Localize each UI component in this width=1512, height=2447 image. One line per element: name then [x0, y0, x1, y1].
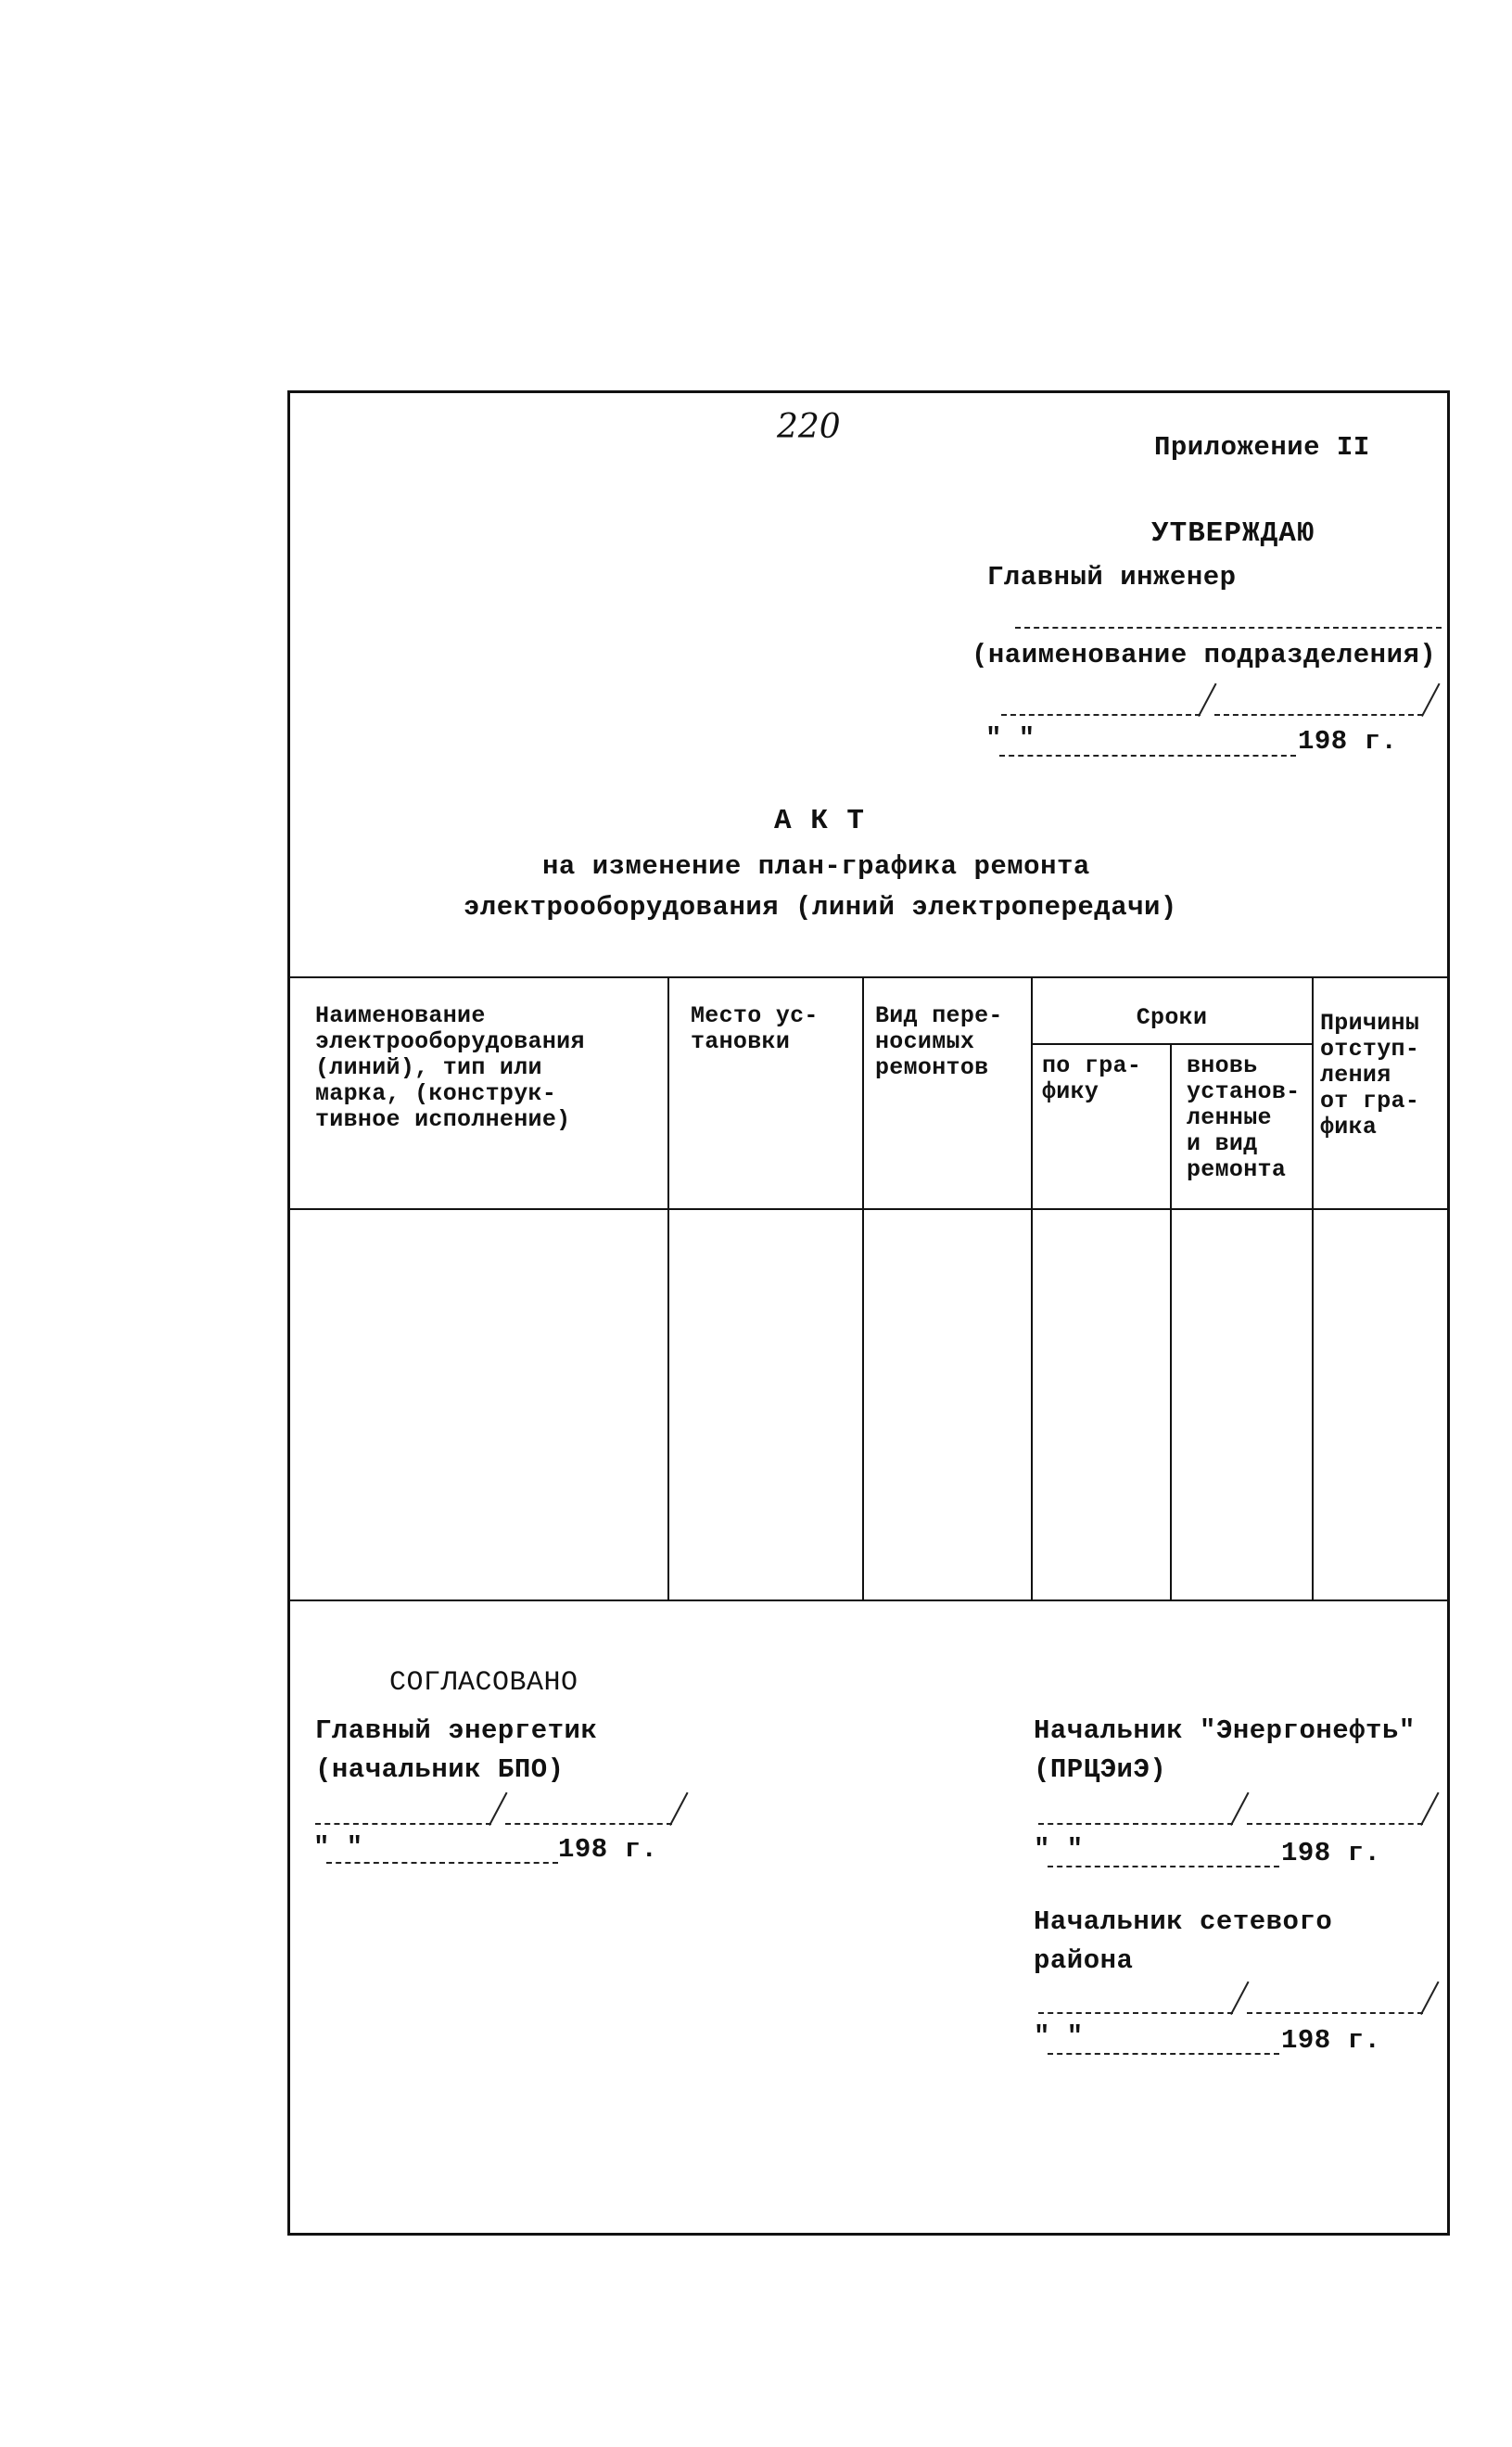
- approve-unit-line: [1015, 627, 1442, 629]
- agreed-signature-line: [315, 1823, 491, 1825]
- agreed-heading: СОГЛАСОВАНО: [389, 1667, 578, 1699]
- energoneft-name-line: [1247, 1823, 1423, 1825]
- approve-date-quote: " ": [985, 723, 1036, 754]
- page-number: 220: [777, 408, 841, 446]
- table-top-line: [289, 976, 1448, 978]
- energoneft-title-2: (ПРЦЭиЭ): [1034, 1754, 1167, 1785]
- energoneft-title-1: Начальник "Энергонефть": [1034, 1715, 1416, 1746]
- table-bottom-line: [289, 1599, 1448, 1601]
- approve-date-year: 198 г.: [1298, 726, 1398, 757]
- network-date-line: [1048, 2053, 1279, 2055]
- approve-title: Главный инженер: [987, 562, 1237, 593]
- approve-date-line: [999, 755, 1296, 757]
- approve-signature-line: [1001, 714, 1201, 716]
- table-header-new-terms: вновь установ- ленные и вид ремонта: [1187, 1052, 1301, 1183]
- table-col-divider-2: [862, 976, 864, 1601]
- table-header-terms: Сроки: [1136, 1004, 1208, 1031]
- network-signature-line: [1038, 2012, 1233, 2014]
- agreed-title-2: (начальник БПО): [315, 1754, 565, 1785]
- agreed-date-line: [326, 1862, 558, 1864]
- table-col-divider-3: [1031, 976, 1033, 1601]
- network-title-1: Начальник сетевого: [1034, 1906, 1333, 1937]
- network-date-quote: " ": [1034, 2021, 1084, 2052]
- network-title-2: района: [1034, 1945, 1134, 1976]
- table-col-divider-5: [1312, 976, 1314, 1601]
- energoneft-date-quote: " ": [1034, 1834, 1084, 1865]
- act-subtitle-1: на изменение план-графика ремонта: [542, 851, 1090, 882]
- act-subtitle-2: электрооборудования (линий электропередачи): [464, 892, 1177, 923]
- table-header-bottom-line: [289, 1208, 1448, 1210]
- agreed-name-line: [505, 1823, 672, 1825]
- table-header-name: Наименование электрооборудования (линий), тип или марка, (конструк- тивное исполнение): [315, 1002, 585, 1133]
- approve-heading: УТВЕРЖДАЮ: [1151, 517, 1315, 550]
- agreed-date-quote: " ": [313, 1832, 363, 1863]
- table-header-location: Место ус- тановки: [691, 1002, 819, 1055]
- table-col-divider-4: [1170, 1045, 1172, 1601]
- network-name-line: [1247, 2012, 1423, 2014]
- energoneft-date-line: [1048, 1866, 1279, 1867]
- table-col-divider-1: [667, 976, 669, 1601]
- agreed-date-year: 198 г.: [558, 1834, 658, 1865]
- energoneft-signature-line: [1038, 1823, 1233, 1825]
- network-date-year: 198 г.: [1281, 2025, 1381, 2056]
- table-header-by-schedule: по гра- фику: [1042, 1052, 1142, 1105]
- table-header-reasons: Причины отступ- ления от гра- фика: [1320, 1010, 1420, 1141]
- table-subheader-line: [1031, 1043, 1312, 1045]
- energoneft-date-year: 198 г.: [1281, 1838, 1381, 1868]
- agreed-title-1: Главный энергетик: [315, 1715, 598, 1746]
- table-header-repair-type: Вид пере- носимых ремонтов: [875, 1002, 1003, 1081]
- approve-unit-caption: (наименование подразделения): [972, 640, 1437, 670]
- approve-name-line: [1214, 714, 1423, 716]
- act-title: А К Т: [774, 805, 866, 837]
- appendix-label: Приложение II: [1154, 432, 1370, 463]
